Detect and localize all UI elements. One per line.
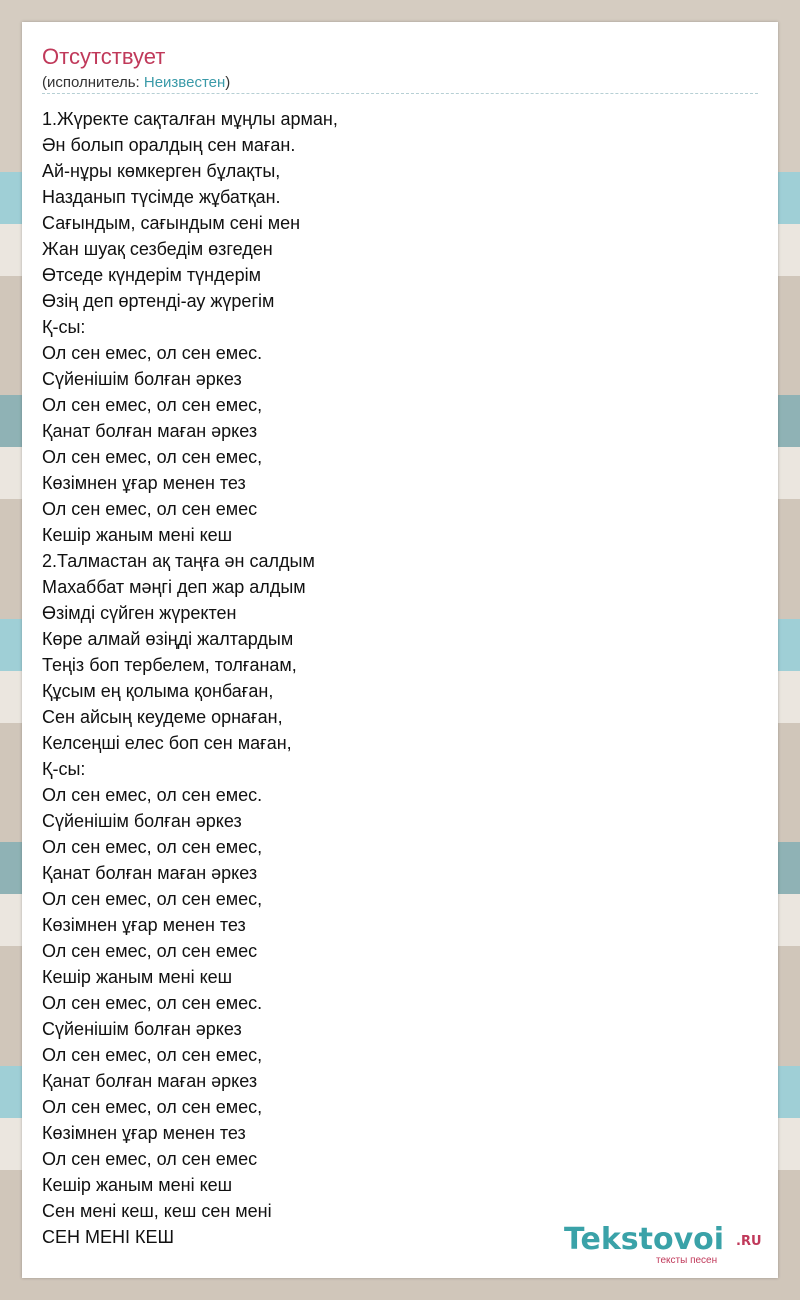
lyric-line: Келсеңші елес боп сен маған, (42, 733, 292, 753)
artist-suffix: ) (225, 74, 231, 91)
lyric-line: Ай-нұры көмкерген бұлақты, (42, 161, 281, 181)
lyric-line: Сен мені кеш, кеш сен мені (42, 1201, 272, 1221)
artist-line (42, 74, 230, 91)
lyric-line: Ол сен емес, ол сен емес (42, 499, 258, 519)
lyric-line: Кешір жаным мені кеш (42, 967, 233, 987)
lyric-line: Кешір жаным мені кеш (42, 525, 233, 545)
lyric-line: Теңіз боп тербелем, толғанам, (42, 655, 297, 675)
lyric-line: Ол сен емес, ол сен емес. (42, 993, 263, 1013)
lyric-line: Қанат болған маған әркез (42, 1071, 258, 1091)
lyric-line: СЕН МЕНІ КЕШ (42, 1227, 174, 1247)
lyric-line: Ол сен емес, ол сен емес, (42, 447, 263, 467)
artist-prefix: (исполнитель: (42, 74, 144, 91)
lyric-line: Кешір жаным мені кеш (42, 1175, 233, 1195)
lyric-line: Сен айсың кеудеме орнаған, (42, 707, 283, 727)
lyric-line: Ән болып оралдың сен маған. (42, 135, 296, 155)
lyric-line: Сағындым, сағындым сені мен (42, 213, 301, 233)
lyrics-text (42, 106, 338, 1250)
lyric-line: Махаббат мәңгі деп жар алдым (42, 577, 306, 597)
lyric-line: 2.Талмастан ақ таңға ән салдым (42, 551, 315, 571)
logo-name: Tekstovoi (564, 1222, 725, 1257)
artist-link[interactable]: Неизвестен (143, 74, 226, 91)
lyric-line: Құсым ең қолыма қонбаған, (42, 681, 274, 701)
song-title: Отсутствует (42, 44, 166, 69)
lyric-line: Ол сен емес, ол сен емес, (42, 837, 263, 857)
lyric-line: Көзімнен ұғар менен тез (42, 915, 246, 935)
lyric-line: Қ-сы: (42, 759, 86, 779)
lyric-line: Сүйенішім болған әркез (42, 1019, 242, 1039)
site-logo[interactable] (560, 1222, 770, 1266)
logo-tagline: тексты песен (656, 1255, 718, 1266)
lyric-line: Жан шуақ сезбедім өзгеден (42, 239, 273, 259)
lyric-line: Ол сен емес, ол сен емес. (42, 785, 263, 805)
lyric-line: Көре алмай өзіңді жалтардым (42, 629, 294, 649)
lyrics-card (22, 22, 778, 1278)
title-divider (42, 93, 758, 94)
logo-tld: .RU (736, 1234, 762, 1249)
lyric-line: Өзің деп өртенді-ау жүрегім (42, 291, 275, 311)
lyric-line: Ол сен емес, ол сен емес, (42, 1045, 263, 1065)
lyric-line: Көзімнен ұғар менен тез (42, 473, 246, 493)
lyric-line: Ол сен емес, ол сен емес, (42, 395, 263, 415)
lyric-line: Ол сен емес, ол сен емес (42, 941, 258, 961)
lyric-line: Қанат болған маған әркез (42, 421, 258, 441)
lyric-line: 1.Жүректе сақталған мұңлы арман, (42, 109, 338, 129)
lyric-line: Ол сен емес, ол сен емес (42, 1149, 258, 1169)
lyric-line: Көзімнен ұғар менен тез (42, 1123, 246, 1143)
lyric-line: Өзімді сүйген жүректен (42, 603, 237, 623)
lyric-line: Ол сен емес, ол сен емес, (42, 1097, 263, 1117)
lyric-line: Ол сен емес, ол сен емес, (42, 889, 263, 909)
lyric-line: Сүйенішім болған әркез (42, 811, 242, 831)
lyric-line: Сүйенішім болған әркез (42, 369, 242, 389)
lyric-line: Ол сен емес, ол сен емес. (42, 343, 263, 363)
lyric-line: Қанат болған маған әркез (42, 863, 258, 883)
lyric-line: Өтседе күндерім түндерім (42, 265, 261, 285)
lyric-line: Қ-сы: (42, 317, 86, 337)
lyric-line: Назданып түсімде жұбатқан. (42, 187, 281, 207)
